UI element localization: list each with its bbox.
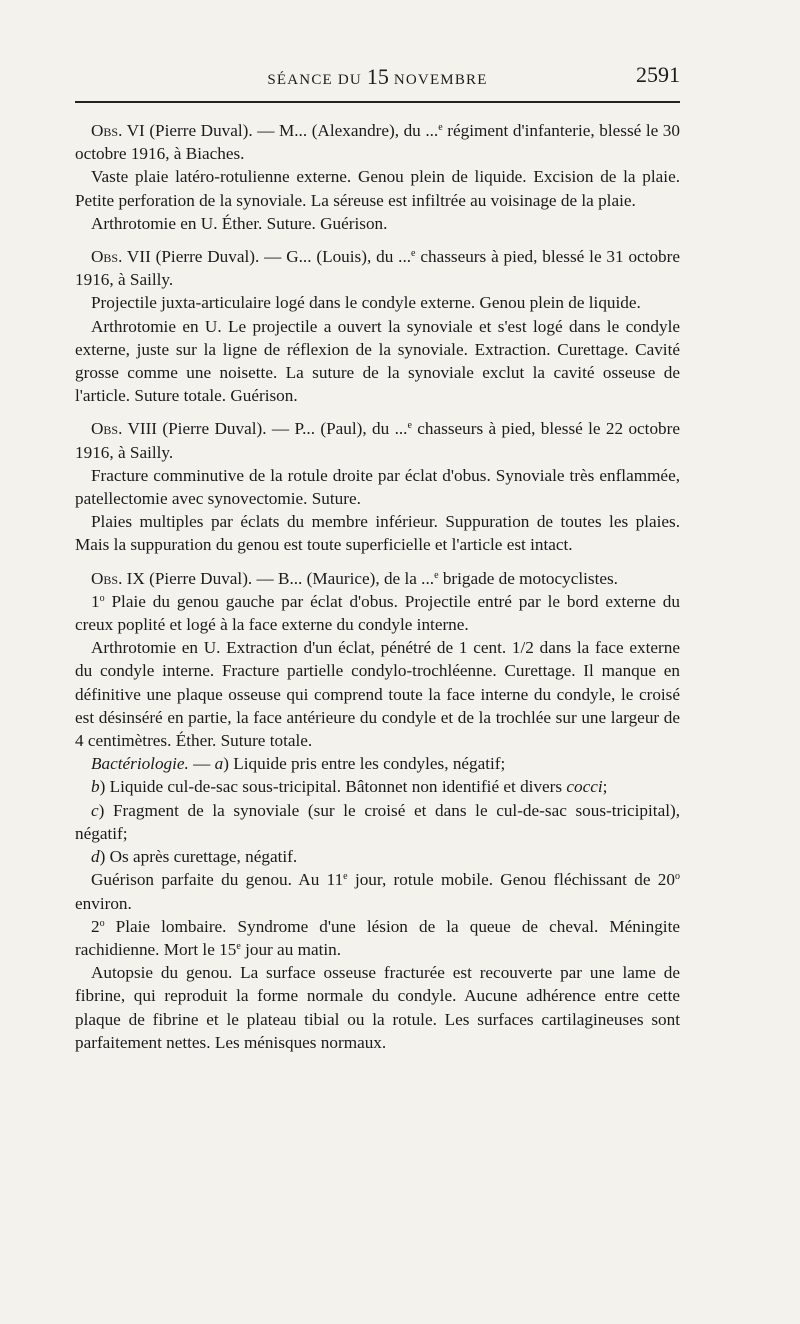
obs-label: Obs. VI [91, 121, 145, 140]
obs-label: Obs. VIII [91, 419, 158, 439]
bacteriology-line: Bactériologie. — a) Liquide pris entre les condyles, négatif; [91, 754, 506, 774]
bacteriology-label: Bactériologie. [91, 754, 189, 774]
obs-viii-paragraph: Plaies multiples par éclats du membre inférieur. Suppuration de toutes les plaies. Mais la suppuration du genou est toute superficielle et l'article est intact. [75, 512, 680, 555]
header-rule [75, 101, 680, 103]
running-header [75, 62, 680, 88]
obs-label: Obs. IX [91, 568, 145, 588]
obs-viii-intro: Obs. VIII (Pierre Duval). — P... (Paul), du ...$^e$ chasseurs à pied, blessé le 22 octobre 1916, à Sailly. [75, 419, 680, 462]
obs-ix-paragraph: Autopsie du genou. La surface osseuse fracturée est recouverte par une lame de fibrine, qui reproduit la forme normale du condyle. Aucune adhérence entre cette plaque de fibrine et le plateau tibial ou la rotule. Les surfaces cartilagineuses sont parfaitement nettes. Les ménisques normaux. [75, 963, 680, 1052]
bacteriology-line: c) Fragment de la synoviale (sur le croisé et dans le cul-de-sac sous-tricipital), négatif; [75, 800, 680, 843]
obs-vii-paragraph: Arthrotomie en U. Le projectile a ouvert la synoviale et s'est logé dans le condyle externe, juste sur la ligne de réflexion de la synoviale. Extraction. Curettage. Cavité grosse comme une noisette. La suture de la synoviale exclut la cavité osseuse de l'article. Suture totale. Guérison. [75, 316, 680, 406]
obs-ix-intro: Obs. IX (Pierre Duval). — B... (Maurice), de la ...$^e$ brigade de motocyclistes. [91, 568, 618, 588]
obs-ix-paragraph: 1$^o$ Plaie du genou gauche par éclat d'obus. Projectile entré par le bord externe du creux poplité et logé à la face externe du condyle interne. [75, 591, 680, 635]
obs-ix-paragraph: Guérison parfaite du genou. Au 11e jour, rotule mobile. Genou fléchissant de 20$^o$ environ. [75, 870, 680, 913]
body-text [75, 119, 680, 1054]
obs-vi-intro: Obs. VI (Pierre Duval). — M... (Alexandre), du ...$^e$ régiment d'infanterie, blessé le 30 octobre 1916, à Biaches. [75, 121, 680, 164]
obs-vi-paragraph: Vaste plaie latéro-rotulienne externe. Genou plein de liquide. Excision de la plaie. Petite perforation de la synoviale. La séreuse est infiltrée au voisinage de la plaie. [75, 167, 680, 210]
obs-vi-paragraph: Arthrotomie en U. Éther. Suture. Guérison. [91, 213, 388, 233]
page-number: 2591 [636, 62, 680, 87]
obs-vii-paragraph: Projectile juxta-articulaire logé dans le condyle externe. Genou plein de liquide. [91, 293, 641, 313]
obs-ix-paragraph: Arthrotomie en U. Extraction d'un éclat, pénétré de 1 cent. 1/2 dans la face externe du condyle interne. Fracture partielle condylo-trochléenne. Curettage. Il manque en définitive une plaque osseuse qui comprend toute la face interne du condyle, le croisé est désinséré en partie, la face antérieure du condyle et de la trochlée sur une largeur de 4 centimètres. Éther. Suture totale. [75, 638, 680, 751]
title-day: 15 [366, 64, 389, 89]
running-title: SÉANCE DU 15 NOVEMBRE [267, 64, 488, 89]
obs-vii-intro: Obs. VII (Pierre Duval). — G... (Louis), du ...$^e$ chasseurs à pied, blessé le 31 octobre 1916, à Sailly. [75, 247, 681, 290]
obs-viii-paragraph: Fracture comminutive de la rotule droite par éclat d'obus. Synoviale très enflammée, patellectomie avec synovectomie. Suture. [75, 465, 680, 509]
obs-ix-paragraph: 2$^o$ Plaie lombaire. Syndrome d'une lésion de la queue de cheval. Méningite rachidienne. Mort le 15e jour au matin. [75, 916, 680, 959]
obs-label: Obs. VII [91, 247, 151, 267]
bacteriology-line: b) Liquide cul-de-sac sous-tricipital. Bâtonnet non identifié et divers cocci; [91, 777, 608, 797]
bacteriology-line: d) Os après curettage, négatif. [91, 847, 298, 867]
